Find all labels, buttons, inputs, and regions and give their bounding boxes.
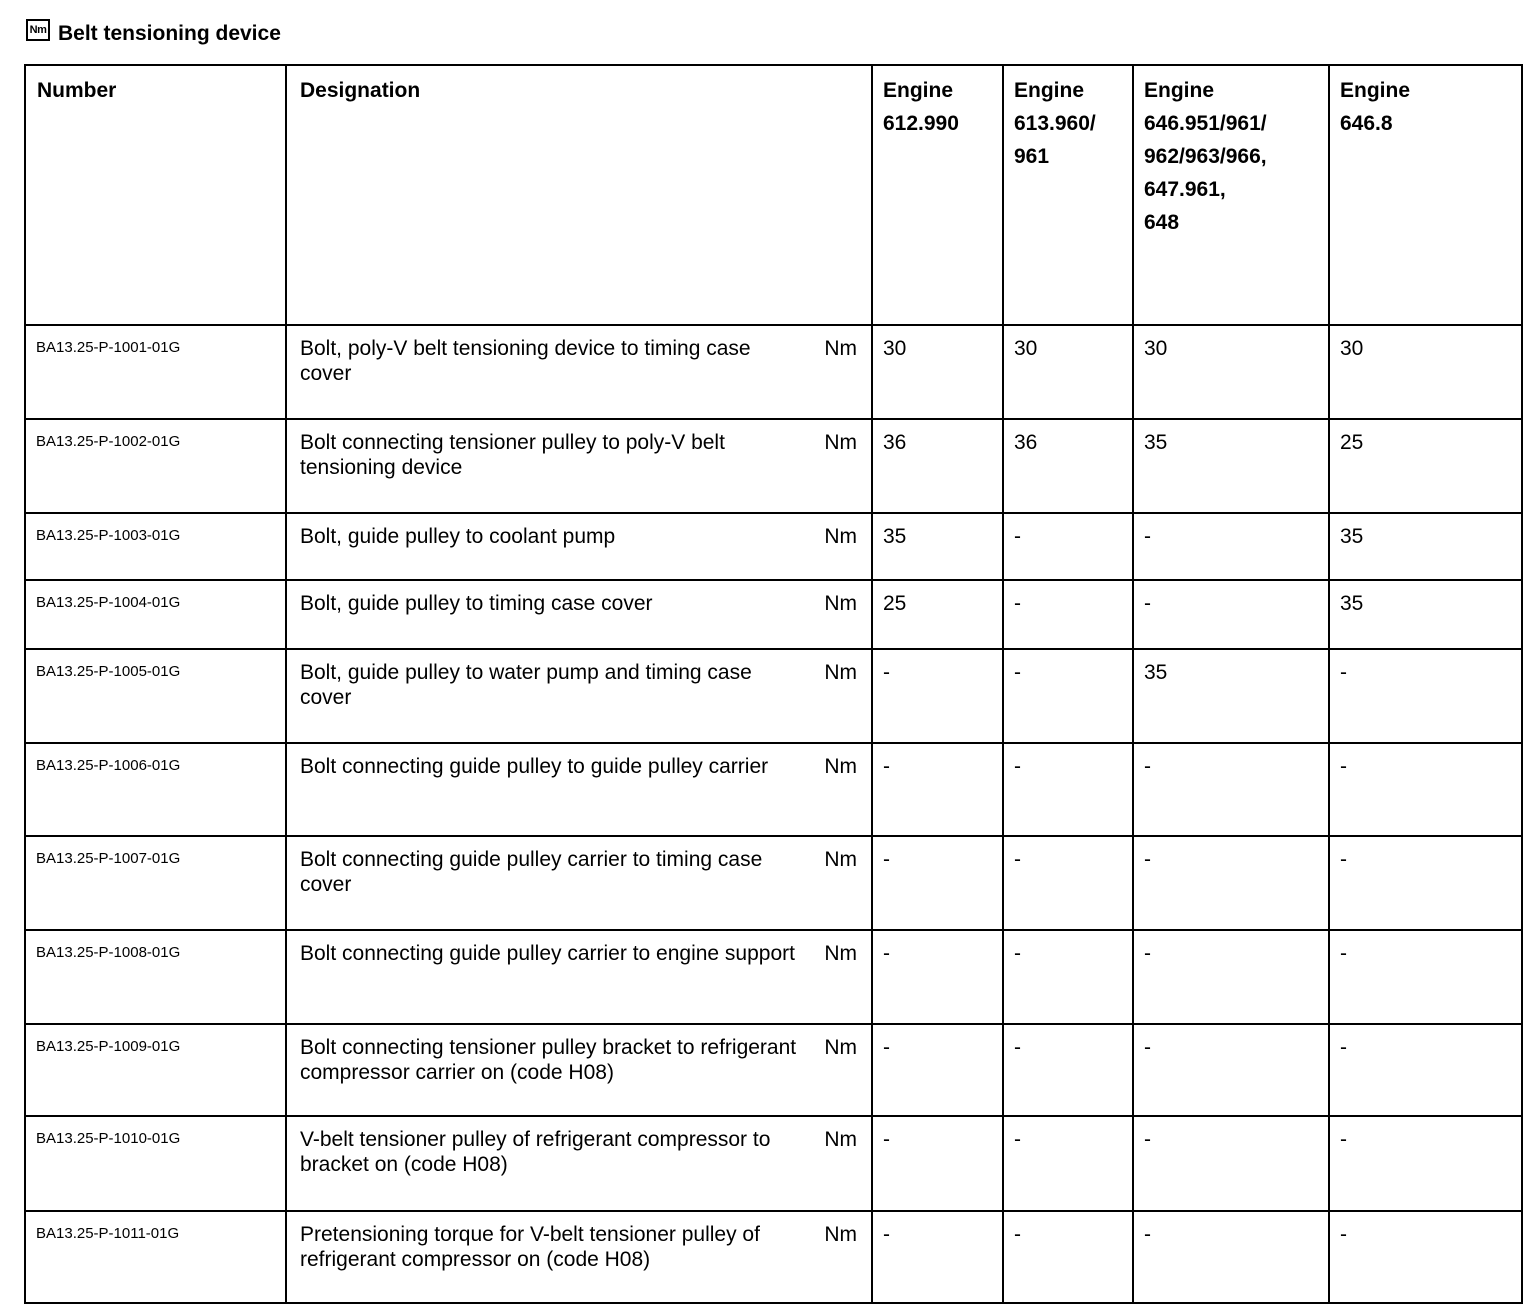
- cell-torque-value: [1003, 513, 1133, 580]
- unit-label: Nm: [824, 848, 857, 871]
- cell-torque-value: [1329, 580, 1522, 649]
- designation-text: Bolt connecting tensioner pulley to poly-V belt tensioning device: [300, 431, 725, 479]
- designation-text: Bolt, guide pulley to timing case cover: [300, 592, 653, 615]
- torque-value: -: [1144, 592, 1151, 615]
- cell-torque-value: [1329, 325, 1522, 419]
- torque-value: -: [883, 755, 890, 778]
- cell-torque-value: [1133, 513, 1329, 580]
- unit-label: Nm: [824, 592, 857, 615]
- engine-header-line: 647.961,: [1144, 178, 1226, 201]
- cell-torque-value: [872, 513, 1003, 580]
- table-body: [25, 325, 1522, 1303]
- part-number: BA13.25-P-1005-01G: [36, 663, 181, 680]
- cell-torque-value: [1003, 1116, 1133, 1211]
- table-row: [25, 836, 1522, 930]
- designation-text: V-belt tensioner pulley of refrigerant compressor to bracket on (code H08): [300, 1128, 771, 1176]
- cell-torque-value: [1003, 743, 1133, 836]
- cell-designation: [286, 325, 872, 419]
- torque-value: 36: [1014, 431, 1038, 454]
- cell-torque-value: [1329, 1211, 1522, 1303]
- cell-torque-value: [872, 743, 1003, 836]
- torque-value: 35: [1144, 661, 1168, 684]
- engine-header-line: 962/963/966,: [1144, 145, 1267, 168]
- cell-torque-value: [1003, 419, 1133, 513]
- designation-text: Bolt connecting guide pulley carrier to engine support: [300, 942, 795, 965]
- part-number: BA13.25-P-1001-01G: [36, 339, 181, 356]
- cell-torque-value: [1329, 743, 1522, 836]
- table-row: [25, 513, 1522, 580]
- unit-label: Nm: [824, 1223, 857, 1246]
- section-title: Belt tensioning device: [58, 22, 281, 45]
- table-row: [25, 743, 1522, 836]
- cell-torque-value: [1003, 836, 1133, 930]
- cell-torque-value: [872, 1024, 1003, 1116]
- cell-designation: [286, 1211, 872, 1303]
- unit-label: Nm: [824, 661, 857, 684]
- unit-label: Nm: [824, 1036, 857, 1059]
- engine-header-line: 612.990: [883, 112, 959, 135]
- table-row: [25, 649, 1522, 743]
- torque-spec-table: [24, 64, 1523, 1304]
- torque-value: 35: [1340, 525, 1364, 548]
- torque-value: -: [1340, 848, 1347, 871]
- engine-header-line: 648: [1144, 211, 1180, 234]
- torque-value: 30: [1340, 337, 1364, 360]
- cell-designation: [286, 743, 872, 836]
- designation-text: Bolt connecting guide pulley carrier to timing case cover: [300, 848, 763, 896]
- unit-label: Nm: [824, 525, 857, 548]
- cell-torque-value: [1003, 1024, 1133, 1116]
- part-number: BA13.25-P-1006-01G: [36, 757, 181, 774]
- table-row: [25, 325, 1522, 419]
- cell-torque-value: [1003, 930, 1133, 1024]
- cell-number: [25, 325, 286, 419]
- torque-value: -: [883, 942, 890, 965]
- unit-label: Nm: [824, 942, 857, 965]
- torque-value: -: [1340, 661, 1347, 684]
- torque-value: 30: [1014, 337, 1038, 360]
- torque-value: -: [883, 661, 890, 684]
- engine-header-line: Engine: [883, 79, 954, 102]
- cell-number: [25, 649, 286, 743]
- cell-torque-value: [1003, 649, 1133, 743]
- column-header-engine-1: [872, 65, 1003, 325]
- torque-value: 30: [883, 337, 907, 360]
- cell-torque-value: [872, 325, 1003, 419]
- table-row: [25, 1211, 1522, 1303]
- cell-torque-value: [1329, 513, 1522, 580]
- cell-number: [25, 580, 286, 649]
- cell-designation: [286, 580, 872, 649]
- cell-number: [25, 1024, 286, 1116]
- cell-torque-value: [1003, 325, 1133, 419]
- cell-number: [25, 513, 286, 580]
- cell-designation: [286, 513, 872, 580]
- unit-label: Nm: [824, 1128, 857, 1151]
- designation-text: Bolt connecting guide pulley to guide pulley carrier: [300, 755, 769, 778]
- cell-torque-value: [1329, 1116, 1522, 1211]
- part-number: BA13.25-P-1008-01G: [36, 944, 181, 961]
- torque-value: -: [1014, 661, 1021, 684]
- cell-torque-value: [1133, 649, 1329, 743]
- cell-torque-value: [872, 1116, 1003, 1211]
- torque-value: -: [1014, 1036, 1021, 1059]
- cell-torque-value: [872, 1211, 1003, 1303]
- column-header-number: Number: [25, 65, 286, 325]
- torque-value: 25: [883, 592, 907, 615]
- cell-torque-value: [872, 649, 1003, 743]
- torque-value: 25: [1340, 431, 1364, 454]
- table-row: [25, 1024, 1522, 1116]
- torque-value: -: [1144, 755, 1151, 778]
- table-header-row: [25, 65, 1522, 325]
- cell-designation: [286, 1024, 872, 1116]
- cell-designation: [286, 930, 872, 1024]
- table-row: [25, 580, 1522, 649]
- engine-header-line: 646.8: [1340, 112, 1393, 135]
- cell-torque-value: [1329, 1024, 1522, 1116]
- part-number: BA13.25-P-1009-01G: [36, 1038, 181, 1055]
- torque-value: -: [1340, 1128, 1347, 1151]
- unit-label: Nm: [824, 755, 857, 778]
- cell-torque-value: [1133, 419, 1329, 513]
- cell-torque-value: [1003, 580, 1133, 649]
- table-row: [25, 930, 1522, 1024]
- torque-value: -: [1144, 1036, 1151, 1059]
- designation-text: Bolt, guide pulley to water pump and timing case cover: [300, 661, 752, 709]
- section-header: [26, 18, 281, 50]
- column-header-engine-3: [1133, 65, 1329, 325]
- cell-number: [25, 836, 286, 930]
- torque-value: 35: [1340, 592, 1364, 615]
- torque-value: -: [883, 1223, 890, 1246]
- torque-value: -: [1340, 942, 1347, 965]
- part-number: BA13.25-P-1011-01G: [36, 1225, 180, 1242]
- torque-value: -: [1144, 525, 1151, 548]
- cell-torque-value: [872, 836, 1003, 930]
- engine-header-line: 961: [1014, 145, 1050, 168]
- cell-number: [25, 1211, 286, 1303]
- cell-torque-value: [1003, 1211, 1133, 1303]
- engine-header-line: Engine: [1144, 79, 1215, 102]
- engine-header-line: Engine: [1340, 79, 1411, 102]
- part-number: BA13.25-P-1003-01G: [36, 527, 181, 544]
- torque-value: -: [1340, 1223, 1347, 1246]
- cell-torque-value: [872, 419, 1003, 513]
- torque-value: -: [1014, 755, 1021, 778]
- engine-header-line: 613.960/: [1014, 112, 1096, 135]
- part-number: BA13.25-P-1004-01G: [36, 594, 181, 611]
- torque-value: 36: [883, 431, 907, 454]
- unit-label: Nm: [824, 337, 857, 360]
- torque-value: -: [1340, 755, 1347, 778]
- cell-number: [25, 419, 286, 513]
- engine-header-line: Engine: [1014, 79, 1085, 102]
- table-row: [25, 1116, 1522, 1211]
- cell-torque-value: [872, 580, 1003, 649]
- part-number: BA13.25-P-1002-01G: [36, 433, 181, 450]
- torque-nm-icon: Nm: [26, 19, 50, 41]
- torque-value: -: [1014, 592, 1021, 615]
- cell-torque-value: [1329, 930, 1522, 1024]
- unit-label: Nm: [824, 431, 857, 454]
- torque-value: -: [1144, 848, 1151, 871]
- torque-value: 30: [1144, 337, 1168, 360]
- cell-torque-value: [1133, 1024, 1329, 1116]
- cell-torque-value: [1329, 836, 1522, 930]
- column-header-engine-4: [1329, 65, 1522, 325]
- cell-torque-value: [1133, 930, 1329, 1024]
- torque-value: 35: [883, 525, 907, 548]
- cell-number: [25, 930, 286, 1024]
- torque-value: -: [1144, 942, 1151, 965]
- column-header-engine-2: [1003, 65, 1133, 325]
- designation-text: Bolt, guide pulley to coolant pump: [300, 525, 616, 548]
- cell-torque-value: [872, 930, 1003, 1024]
- cell-torque-value: [1133, 743, 1329, 836]
- torque-value: -: [1014, 1128, 1021, 1151]
- cell-torque-value: [1133, 1211, 1329, 1303]
- torque-value: -: [883, 1128, 890, 1151]
- cell-designation: [286, 1116, 872, 1211]
- cell-torque-value: [1133, 325, 1329, 419]
- torque-value: -: [1340, 1036, 1347, 1059]
- part-number: BA13.25-P-1007-01G: [36, 850, 181, 867]
- torque-value: -: [1014, 525, 1021, 548]
- torque-value: -: [883, 848, 890, 871]
- torque-value: -: [1014, 942, 1021, 965]
- engine-header-line: 646.951/961/: [1144, 112, 1267, 135]
- torque-value: -: [1144, 1128, 1151, 1151]
- cell-number: [25, 1116, 286, 1211]
- torque-value: 35: [1144, 431, 1168, 454]
- cell-torque-value: [1329, 419, 1522, 513]
- cell-torque-value: [1133, 836, 1329, 930]
- designation-text: Bolt, poly-V belt tensioning device to timing case cover: [300, 337, 751, 385]
- cell-designation: [286, 419, 872, 513]
- cell-designation: [286, 836, 872, 930]
- torque-value: -: [1014, 1223, 1021, 1246]
- designation-text: Bolt connecting tensioner pulley bracket to refrigerant compressor carrier on (code H08): [300, 1036, 797, 1084]
- torque-value: -: [1144, 1223, 1151, 1246]
- cell-torque-value: [1133, 1116, 1329, 1211]
- cell-number: [25, 743, 286, 836]
- table-row: [25, 419, 1522, 513]
- column-header-designation: Designation: [286, 65, 872, 325]
- cell-torque-value: [1329, 649, 1522, 743]
- cell-torque-value: [1133, 580, 1329, 649]
- torque-value: -: [883, 1036, 890, 1059]
- part-number: BA13.25-P-1010-01G: [36, 1130, 181, 1147]
- torque-value: -: [1014, 848, 1021, 871]
- cell-designation: [286, 649, 872, 743]
- designation-text: Pretensioning torque for V-belt tensioner pulley of refrigerant compressor on (code H08): [300, 1223, 760, 1271]
